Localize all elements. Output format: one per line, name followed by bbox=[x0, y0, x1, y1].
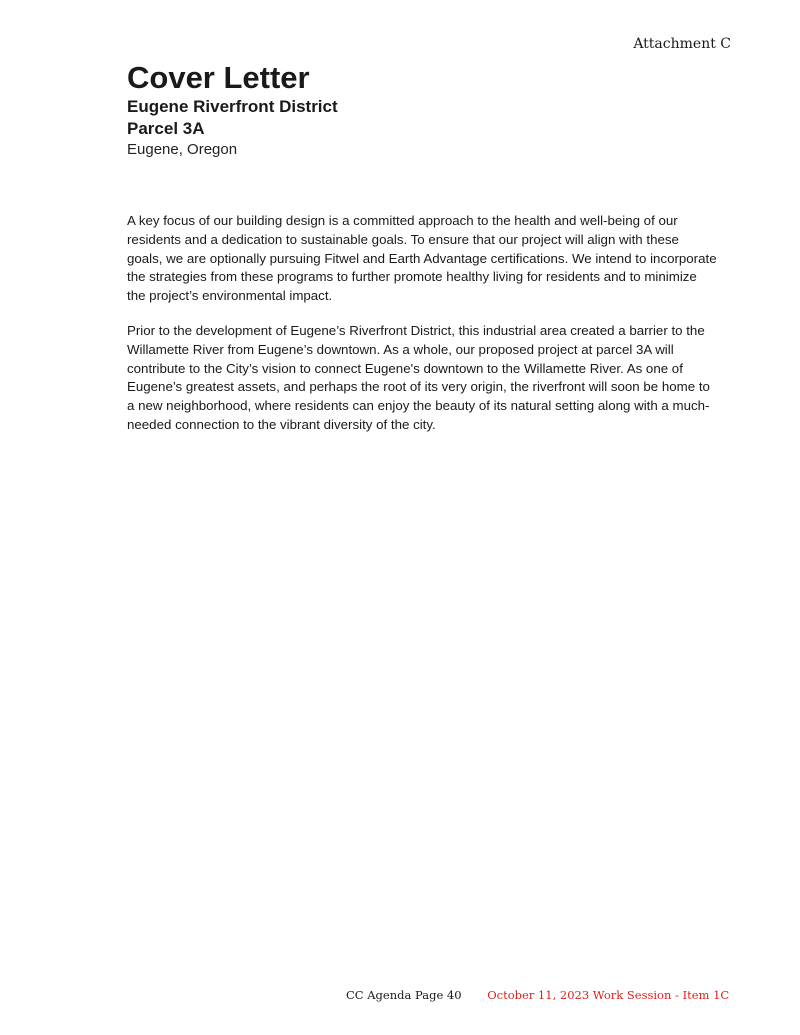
page-title: Cover Letter bbox=[127, 60, 310, 95]
parcel-label: Parcel 3A bbox=[127, 119, 205, 138]
agenda-page-number: CC Agenda Page 40 bbox=[346, 988, 462, 1002]
project-subtitle: Eugene Riverfront District bbox=[127, 97, 338, 116]
work-session-label: October 11, 2023 Work Session - Item 1C bbox=[487, 988, 730, 1002]
paragraph-sustainability: A key focus of our building design is a committed approach to the health and well-being of our residents and a dedication to sustainable goals. To ensure that our project will align with these goals, we are optionally pursuing Fitwel and Earth Advantage certifications. We intend to incorporate the strategies from these programs to further promote healthy living for residents and to minimize the project’s environmental impact. bbox=[127, 213, 717, 304]
letter-body bbox=[127, 212, 717, 451]
location-label: Eugene, Oregon bbox=[127, 141, 238, 158]
page-footer bbox=[346, 988, 729, 1002]
attachment-label: Attachment C bbox=[633, 36, 731, 52]
document-header bbox=[127, 60, 338, 160]
paragraph-riverfront: Prior to the development of Eugene’s Riverfront District, this industrial area created a barrier to the Willamette River from Eugene’s downtown. As a whole, our proposed project at parcel 3A will contribute to the City’s vision to connect Eugene's downtown to the Willamette River. As one of Eugene’s greatest assets, and perhaps the root of its very origin, the riverfront will soon be home to a new neighborhood, where residents can enjoy the beauty of its natural setting along with a much-needed connection to the vibrant diversity of the city. bbox=[127, 322, 710, 432]
